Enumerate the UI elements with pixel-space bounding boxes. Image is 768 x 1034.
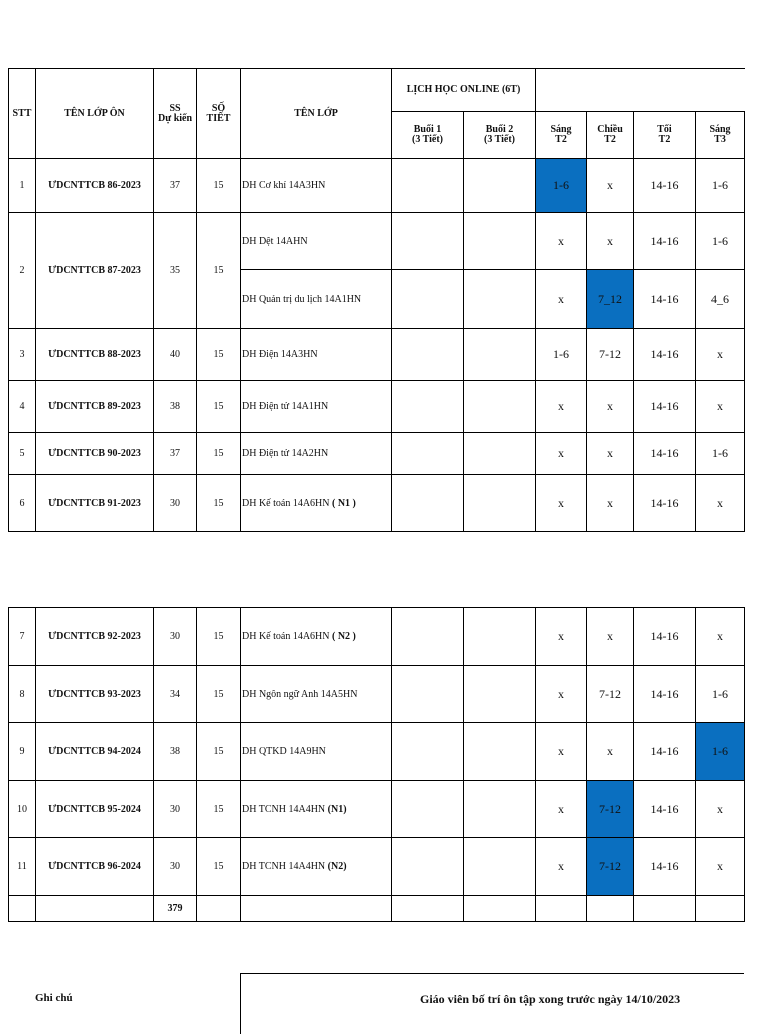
- cell-lop: DH Điện tử 14A2HN: [241, 433, 392, 475]
- header-stt: STT: [9, 69, 36, 159]
- cell-lop: DH TCNH 14A4HN (N1): [241, 781, 392, 838]
- cell-stt: 4: [9, 381, 36, 433]
- cell-lop: DH Dệt 14AHN: [241, 213, 392, 270]
- cell-sang-t3: x: [696, 475, 745, 532]
- cell-sang-t2: 1-6: [536, 329, 587, 381]
- cell-sang-t3: 1-6: [696, 666, 745, 723]
- header-lich-hoc-online: LỊCH HỌC ONLINE (6T): [392, 69, 536, 112]
- cell-lop: DH Điện 14A3HN: [241, 329, 392, 381]
- header-ten-lop-on: TÊN LỚP ÔN: [36, 69, 154, 159]
- cell-toi-t2: 14-16: [634, 329, 696, 381]
- cell-buoi-1: [392, 666, 464, 723]
- cell-stt: 11: [9, 838, 36, 896]
- header-empty: [536, 69, 745, 112]
- cell-lop: DH Quản trị du lịch 14A1HN: [241, 270, 392, 329]
- table-row: [9, 838, 745, 896]
- cell-sang-t2-highlighted: 1-6: [536, 159, 587, 213]
- cell-toi-t2: 14-16: [634, 838, 696, 896]
- table-row: [9, 723, 745, 781]
- cell-buoi-1: [392, 475, 464, 532]
- total-ss: 379: [154, 896, 197, 922]
- cell-chieu-t2: 7-12: [587, 329, 634, 381]
- cell-ss: 35: [154, 213, 197, 329]
- cell-toi-t2: 14-16: [634, 433, 696, 475]
- cell-ss: 38: [154, 381, 197, 433]
- cell-tiet: 15: [197, 213, 241, 329]
- cell-lop: DH Ngôn ngữ Anh 14A5HN: [241, 666, 392, 723]
- cell-code: ƯDCNTTCB 87-2023: [36, 213, 154, 329]
- cell-sang-t2: x: [536, 213, 587, 270]
- cell-toi-t2: 14-16: [634, 781, 696, 838]
- schedule-table-2: [8, 607, 745, 922]
- cell-tiet: 15: [197, 475, 241, 532]
- cell-buoi-2: [464, 666, 536, 723]
- note-label: Ghi chú: [35, 992, 73, 1004]
- cell-lop: DH QTKD 14A9HN: [241, 723, 392, 781]
- cell-ss: 40: [154, 329, 197, 381]
- cell-sang-t3: x: [696, 781, 745, 838]
- cell-buoi-1: [392, 381, 464, 433]
- cell-buoi-1: [392, 329, 464, 381]
- cell-tiet: 15: [197, 723, 241, 781]
- cell-sang-t2: x: [536, 838, 587, 896]
- cell-tiet: 15: [197, 329, 241, 381]
- cell-stt: 6: [9, 475, 36, 532]
- cell-stt: 10: [9, 781, 36, 838]
- cell-toi-t2: 14-16: [634, 608, 696, 666]
- note-text: Giáo viên bố trí ôn tập xong trước ngày 14/10/2023: [420, 992, 681, 1006]
- cell-sang-t3: 1-6: [696, 213, 745, 270]
- cell-toi-t2: 14-16: [634, 381, 696, 433]
- cell-tiet: 15: [197, 159, 241, 213]
- cell-stt: 9: [9, 723, 36, 781]
- cell-toi-t2: 14-16: [634, 666, 696, 723]
- cell-chieu-t2: x: [587, 381, 634, 433]
- cell-buoi-2: [464, 608, 536, 666]
- header-sang-t3: Sáng T3: [696, 112, 745, 159]
- cell-tiet: 15: [197, 666, 241, 723]
- cell-sang-t3: x: [696, 838, 745, 896]
- cell-buoi-1: [392, 433, 464, 475]
- cell-code: ƯDCNTTCB 88-2023: [36, 329, 154, 381]
- cell-buoi-1: [392, 213, 464, 270]
- cell-buoi-2: [464, 381, 536, 433]
- cell-buoi-1: [392, 781, 464, 838]
- cell-toi-t2: 14-16: [634, 270, 696, 329]
- cell-sang-t2: x: [536, 381, 587, 433]
- table-row: [9, 781, 745, 838]
- cell-buoi-1: [392, 608, 464, 666]
- cell-sang-t3: 4_6: [696, 270, 745, 329]
- cell-buoi-2: [464, 838, 536, 896]
- cell-code: ƯDCNTTCB 89-2023: [36, 381, 154, 433]
- cell-ss: 30: [154, 838, 197, 896]
- cell-ss: 37: [154, 159, 197, 213]
- cell-sang-t3: x: [696, 381, 745, 433]
- cell-stt: 7: [9, 608, 36, 666]
- cell-ss: 38: [154, 723, 197, 781]
- cell-chieu-t2: x: [587, 608, 634, 666]
- cell-stt: 2: [9, 213, 36, 329]
- header-ss-du-kien: SS Dự kiến: [154, 69, 197, 159]
- header-chieu-t2: Chiều T2: [587, 112, 634, 159]
- cell-chieu-t2: x: [587, 723, 634, 781]
- header-buoi-1: Buổi 1 (3 Tiết): [392, 112, 464, 159]
- cell-toi-t2: 14-16: [634, 723, 696, 781]
- cell-lop: DH TCNH 14A4HN (N2): [241, 838, 392, 896]
- cell-tiet: 15: [197, 608, 241, 666]
- cell-sang-t2: x: [536, 666, 587, 723]
- cell-code: ƯDCNTTCB 91-2023: [36, 475, 154, 532]
- cell-ss: 30: [154, 781, 197, 838]
- cell-sang-t3: x: [696, 329, 745, 381]
- cell-ss: 30: [154, 475, 197, 532]
- cell-buoi-2: [464, 475, 536, 532]
- cell-chieu-t2: x: [587, 475, 634, 532]
- table-row: [9, 381, 745, 433]
- cell-buoi-2: [464, 781, 536, 838]
- cell-sang-t3-highlighted: 1-6: [696, 723, 745, 781]
- cell-lop: DH Điện tử 14A1HN: [241, 381, 392, 433]
- cell-sang-t2: x: [536, 475, 587, 532]
- cell-tiet: 15: [197, 781, 241, 838]
- cell-ss: 30: [154, 608, 197, 666]
- cell-buoi-2: [464, 329, 536, 381]
- cell-toi-t2: 14-16: [634, 475, 696, 532]
- header-ten-lop: TÊN LỚP: [241, 69, 392, 159]
- cell-ss: 34: [154, 666, 197, 723]
- cell-code: ƯDCNTTCB 86-2023: [36, 159, 154, 213]
- cell-sang-t2: x: [536, 270, 587, 329]
- cell-sang-t3: 1-6: [696, 433, 745, 475]
- cell-chieu-t2-highlighted: 7_12: [587, 270, 634, 329]
- cell-chieu-t2: x: [587, 433, 634, 475]
- cell-sang-t2: x: [536, 723, 587, 781]
- header-buoi-2: Buổi 2 (3 Tiết): [464, 112, 536, 159]
- cell-stt: 5: [9, 433, 36, 475]
- total-row: [9, 896, 745, 922]
- cell-buoi-1: [392, 270, 464, 329]
- cell-buoi-2: [464, 159, 536, 213]
- cell-sang-t2: x: [536, 781, 587, 838]
- cell-code: ƯDCNTTCB 96-2024: [36, 838, 154, 896]
- header-toi-t2: Tối T2: [634, 112, 696, 159]
- cell-buoi-2: [464, 213, 536, 270]
- cell-toi-t2: 14-16: [634, 213, 696, 270]
- cell-ss: 37: [154, 433, 197, 475]
- cell-stt: 3: [9, 329, 36, 381]
- schedule-table-1: [8, 68, 745, 532]
- cell-chieu-t2: 7-12: [587, 666, 634, 723]
- cell-code: ƯDCNTTCB 92-2023: [36, 608, 154, 666]
- cell-chieu-t2: x: [587, 159, 634, 213]
- table-row: [9, 666, 745, 723]
- cell-code: ƯDCNTTCB 95-2024: [36, 781, 154, 838]
- cell-chieu-t2-highlighted: 7-12: [587, 781, 634, 838]
- cell-buoi-1: [392, 838, 464, 896]
- cell-buoi-1: [392, 159, 464, 213]
- cell-code: ƯDCNTTCB 93-2023: [36, 666, 154, 723]
- table-row: [9, 159, 745, 213]
- table-row: [9, 213, 745, 270]
- cell-tiet: 15: [197, 381, 241, 433]
- cell-sang-t3: 1-6: [696, 159, 745, 213]
- table-row: [9, 608, 745, 666]
- cell-buoi-2: [464, 270, 536, 329]
- cell-chieu-t2: x: [587, 213, 634, 270]
- cell-toi-t2: 14-16: [634, 159, 696, 213]
- cell-sang-t2: x: [536, 608, 587, 666]
- header-so-tiet: SỐ TIẾT: [197, 69, 241, 159]
- cell-tiet: 15: [197, 433, 241, 475]
- cell-code: ƯDCNTTCB 94-2024: [36, 723, 154, 781]
- cell-tiet: 15: [197, 838, 241, 896]
- header-sang-t2: Sáng T2: [536, 112, 587, 159]
- table-row: [9, 329, 745, 381]
- cell-code: ƯDCNTTCB 90-2023: [36, 433, 154, 475]
- table-row: [9, 433, 745, 475]
- cell-sang-t2: x: [536, 433, 587, 475]
- cell-lop: DH Cơ khí 14A3HN: [241, 159, 392, 213]
- cell-chieu-t2-highlighted: 7-12: [587, 838, 634, 896]
- cell-buoi-2: [464, 723, 536, 781]
- cell-stt: 8: [9, 666, 36, 723]
- cell-lop: DH Kế toán 14A6HN ( N2 ): [241, 608, 392, 666]
- cell-lop: DH Kế toán 14A6HN ( N1 ): [241, 475, 392, 532]
- cell-sang-t3: x: [696, 608, 745, 666]
- table-row: [9, 475, 745, 532]
- cell-stt: 1: [9, 159, 36, 213]
- cell-buoi-2: [464, 433, 536, 475]
- cell-buoi-1: [392, 723, 464, 781]
